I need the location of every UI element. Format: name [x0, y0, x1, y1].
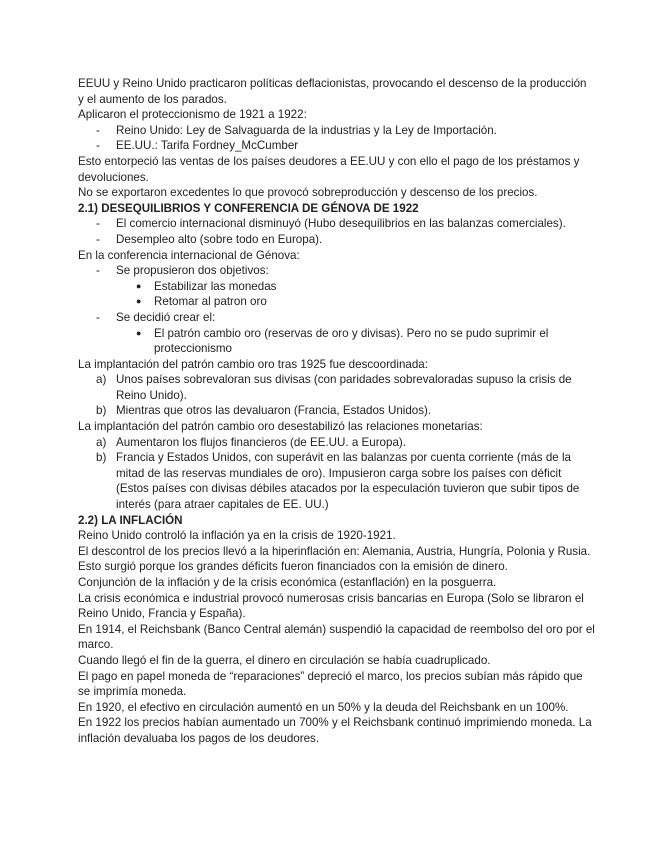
dash-marker: - [96, 217, 100, 231]
list-item: - EE.UU.: Tarifa Fordney_McCumber [96, 139, 299, 153]
paragraph-deflation: EEUU y Reino Unido practicaron políticas deflacionistas, provocando el descenso de la producción y el aumento de los parados. [78, 77, 587, 106]
list-item: a) Unos países sobrevaloran sus divisas (con paridades sobrevaloradas supuso la crisis de Reino Unido). [96, 373, 572, 402]
list-item: b) Mientras que otros las devaluaron (Francia, Estados Unidos). [96, 404, 432, 418]
paragraph: El pago en papel moneda de “reparaciones” depreció el marco, los precios subían más rápido que se imprimía moneda. [78, 669, 583, 699]
dash-marker: - [96, 264, 100, 278]
paragraph: Conjunción de la inflación y de la crisis económica (estanflación) en la posguerra. [78, 576, 497, 589]
section-heading-inflation: 2.2) LA INFLACIÓN [78, 513, 183, 527]
paragraph: El descontrol de los precios llevó a la hiperinflación en: Alemania, Austria, Hungría, Polonia y Rusia. Esto surgió porque los grandes déficits fueron financiados con la emisión de dinero. [78, 544, 591, 574]
dash-marker: - [96, 310, 100, 324]
dash-marker: - [96, 123, 100, 137]
list-marker: b) [96, 404, 107, 418]
list-marker: a) [96, 373, 107, 387]
list-item: a) Aumentaron los flujos financieros (de EE.UU. a Europa). [96, 435, 406, 449]
sub-list-item: ● El patrón cambio oro (reservas de oro y divisas). Pero no se pudo suprimir el proteccionismo [136, 326, 549, 356]
list-marker: b) [96, 451, 107, 465]
list-item: - Desempleo alto (sobre todo en Europa). [96, 232, 323, 246]
sub-list-item: ● Retomar al patron oro [136, 295, 267, 309]
paragraph-protectionism: Aplicaron el proteccionismo de 1921 a 1922: [78, 108, 307, 122]
paragraph-monetary-relations: La implantación del patrón cambio oro desestabilizó las relaciones monetarias: [78, 420, 483, 434]
paragraph: La crisis económica e industrial provocó numerosas crisis bancarias en Europa (Solo se libraron el Reino Unido, Francia y España). [78, 591, 584, 621]
paragraph: Cuando llegó el fin de la guerra, el dinero en circulación se había cuadruplicado. [78, 653, 491, 667]
paragraph: Reino Unido controló la inflación ya en la crisis de 1920-1921. [78, 529, 396, 543]
paragraph: En 1920, el efectivo en circulación aumentó en un 50% y la deuda del Reichsbank en un 100%. [78, 700, 569, 714]
paragraph-debtors: Esto entorpeció las ventas de los países deudores a EE.UU y con ello el pago de los préstamos y devoluciones. [78, 154, 580, 184]
dash-marker: - [96, 232, 100, 246]
bullet-marker: ● [136, 296, 142, 307]
list-item: - Se decidió crear el: [96, 310, 216, 324]
paragraph-surplus: No se exportaron excedentes lo que provocó sobreproducción y descenso de los precios. [78, 186, 538, 200]
bullet-marker: ● [136, 280, 142, 291]
bullet-marker: ● [136, 327, 142, 338]
list-item: - Reino Unido: Ley de Salvaguarda de la industrias y la Ley de Importación. [96, 123, 497, 137]
list-item: - El comercio internacional disminuyó (Hubo desequilibrios en las balanzas comerciales). [96, 217, 566, 231]
paragraph: En 1914, el Reichsbank (Banco Central alemán) suspendió la capacidad de reembolso del oro por el marco. [78, 622, 595, 652]
paragraph-gold-standard: La implantación del patrón cambio oro tras 1925 fue descoordinada: [78, 357, 428, 371]
paragraph-conference: En la conferencia internacional de Génova: [78, 248, 300, 262]
list-item: - Se propusieron dos objetivos: [96, 264, 269, 278]
list-item: b) Francia y Estados Unidos, con superávit en las balanzas por cuenta corriente (más de la mitad de las reservas mundiales de oro). Impusieron carga sobre los países con déficit (Estos países con divisas débiles atacados por la especulación tuvieron que subir tipos de interés (para atraer capitales de EE. UU.) [96, 451, 580, 512]
sub-list-item: ● Estabilizar las monedas [136, 279, 277, 293]
paragraph: En 1922 los precios habían aumentado un 700% y el Reichsbank continuó imprimiendo moneda. La inflación devaluaba los pagos de los deudores. [78, 716, 592, 745]
list-marker: a) [96, 435, 107, 449]
section-heading-genova: 2.1) DESEQUILIBRIOS Y CONFERENCIA DE GÉNOVA DE 1922 [78, 201, 419, 215]
dash-marker: - [96, 139, 100, 153]
